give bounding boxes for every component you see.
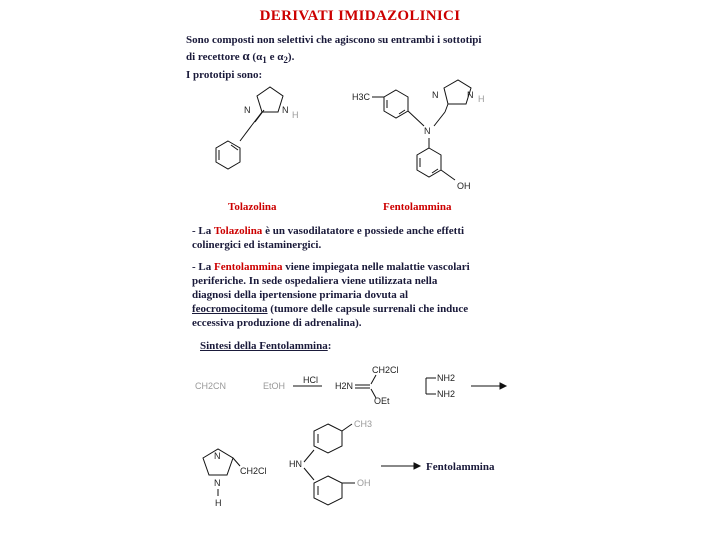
intermediate-h2n: H2N	[335, 381, 354, 391]
synthesis-row-1	[195, 365, 506, 406]
caption-tolazolina: Tolazolina	[228, 201, 277, 213]
drug-name-fentolammina: Fentolammina	[214, 261, 283, 273]
intro-line-3: I prototipi sono:	[186, 69, 263, 82]
intermediate-oet: OEt	[374, 396, 390, 406]
reactant-etoh: EtOH	[263, 381, 286, 391]
tolazolina-structure	[216, 87, 299, 169]
paragraph-fentolammina: - La Fentolammina viene impiegata nelle malattie vascolari periferiche. In sede ospedaliera viene utilizzata nella diagnosi della ipertensione primaria dovuta al feocromocitoma (tumore delle capsule surrenali che induce eccessiva produzione di adrenalina).	[192, 261, 470, 329]
synthesis-row-2	[203, 419, 420, 508]
fentolammina-h: H	[478, 94, 485, 104]
fentolammina-n-ring-left: N	[432, 90, 439, 100]
tolazolina-h: H	[292, 110, 299, 120]
fentolammina-oh: OH	[457, 181, 471, 191]
caption-fentolammina: Fentolammina	[383, 201, 452, 213]
fentolammina-n-amine: N	[424, 126, 431, 136]
feocromocitoma-link: feocromocitoma	[192, 303, 268, 315]
reagent-nh2-bottom: NH2	[437, 389, 456, 399]
reactant-ch2cl: CH2Cl	[240, 466, 267, 476]
reagent-nh2-top: NH2	[437, 373, 456, 383]
reactant-hn: HN	[289, 459, 302, 469]
tolazolina-n-left: N	[244, 105, 251, 115]
fentolammina-n-ring-right: N	[467, 90, 474, 100]
imidazoline-h: H	[215, 498, 222, 508]
synthesis-product: Fentolammina	[426, 461, 495, 473]
synthesis-title: Sintesi della Fentolammina:	[200, 340, 332, 352]
intro-line-1: Sono composti non selettivi che agiscono su entrambi i sottotipi	[186, 34, 482, 46]
reactant-ch3: CH3	[354, 419, 373, 429]
drug-name-tolazolina: Tolazolina	[213, 225, 263, 237]
fentolammina-h3c: H3C	[352, 92, 371, 102]
fentolammina-structure	[352, 80, 485, 191]
tolazolina-n-right: N	[282, 105, 289, 115]
intermediate-ch2cl: CH2Cl	[372, 365, 399, 375]
imidazoline-n-bottom: N	[214, 478, 221, 488]
paragraph-tolazolina: - La Tolazolina è un vasodilatatore e possiede anche effetti colinergici ed istaminergici.	[192, 225, 465, 251]
reactant-oh: OH	[357, 478, 371, 488]
page-title: DERIVATI IMIDAZOLINICI	[259, 8, 461, 24]
reagent-hcl: HCl	[303, 375, 318, 385]
intro-line-2: di recettore α ($\alpha_1$ e $\alpha_2$).	[186, 48, 295, 66]
imidazoline-n-top: N	[214, 451, 221, 461]
reactant-ch2cn: CH2CN	[195, 381, 227, 391]
